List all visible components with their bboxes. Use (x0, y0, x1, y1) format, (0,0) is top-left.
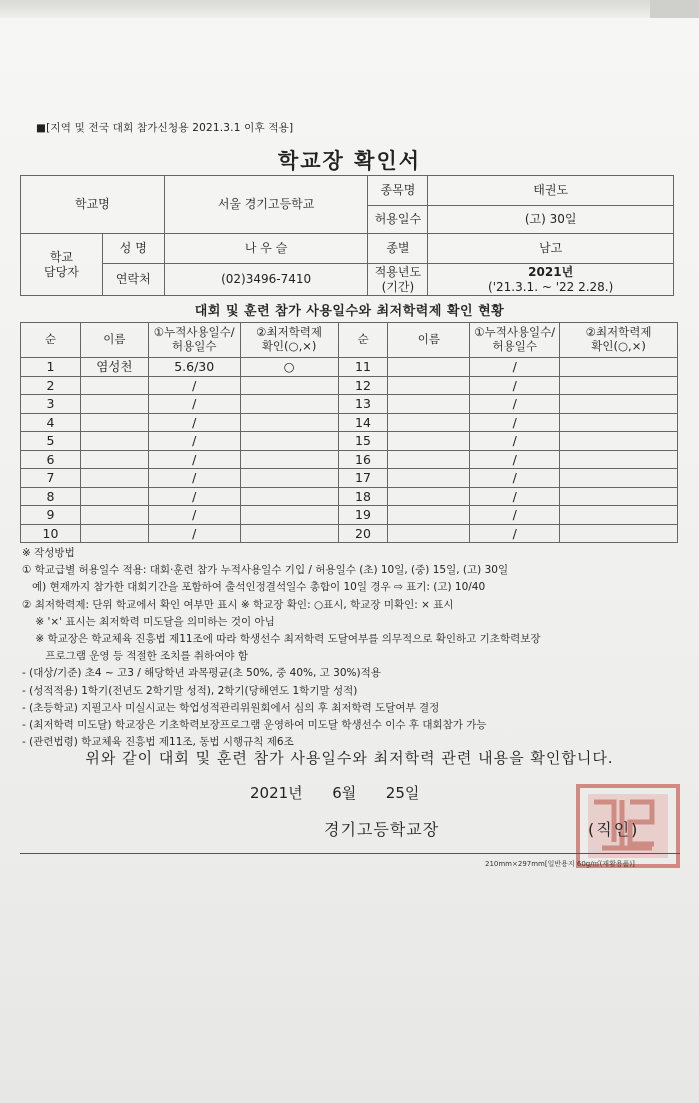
allowed-days: (고) 30일 (428, 206, 674, 234)
table-header-row (21, 323, 678, 358)
row-min (240, 376, 338, 395)
table-row (21, 487, 678, 506)
row-days: / (148, 413, 240, 432)
header-name: 이름 (80, 323, 148, 358)
info-table (20, 175, 674, 296)
row-days2: / (470, 395, 560, 414)
table-row (21, 524, 678, 543)
seal-label: (직인) (588, 820, 640, 839)
row-min (240, 450, 338, 469)
header-note: ■[지역 및 전국 대회 참가신청용 2021.3.1 이후 적용] (36, 122, 294, 134)
note-line: - (대상/기준) 초4 ~ 고3 / 해당학년 과목평균(초 50%, 중 40%, 고 30%)적용 (22, 667, 381, 680)
table-row (21, 358, 678, 377)
note-line: - (관련법령) 학교체육 진흥법 제11조, 동법 시행규칙 제6조 (22, 736, 294, 749)
header-min2: ②최저학력제 확인(○,×) (560, 323, 678, 358)
row-min2 (560, 506, 678, 525)
row-min (240, 506, 338, 525)
row-name2 (388, 413, 470, 432)
row-name2 (388, 469, 470, 488)
category: 남고 (428, 234, 674, 264)
header-name2: 이름 (388, 323, 470, 358)
allowed-days-label: 허용일수 (368, 206, 428, 234)
row-min2 (560, 524, 678, 543)
issue-date: 2021년 6월 25일 (250, 784, 420, 802)
row-min (240, 395, 338, 414)
row-name (80, 413, 148, 432)
row-days2: / (470, 376, 560, 395)
section-title: 대회 및 훈련 참가 사용일수와 최저학력제 확인 현황 (194, 304, 505, 319)
row-no: 6 (21, 450, 81, 469)
note-line: ① 학교급별 허용일수 적용: 대회·훈련 참가 누적사용일수 기입 / 허용일수 (초) 10일, (중) 15일, (고) 30일 (22, 564, 509, 577)
row-days2: / (470, 413, 560, 432)
sport: 태권도 (428, 176, 674, 206)
table-row (21, 395, 678, 414)
row-days2: / (470, 358, 560, 377)
row-name2 (388, 358, 470, 377)
row-min2 (560, 450, 678, 469)
header-days2: ①누적사용일수/ 허용일수 (470, 323, 560, 358)
teacher-name: 나 우 슬 (164, 234, 368, 264)
row-days: / (148, 395, 240, 414)
row-min2 (560, 487, 678, 506)
header-min: ②최저학력제 확인(○,×) (240, 323, 338, 358)
note-line: ② 최저학력제: 단위 학교에서 확인 여부만 표시 ※ 학교장 확인: ○표시, 학교장 미확인: × 표시 (22, 598, 454, 611)
row-name: 염성천 (80, 358, 148, 377)
table-row (21, 506, 678, 525)
paper-spec: 210mm×297mm[일반용지 60g/㎡(재활용품)] (485, 860, 635, 868)
confirmation-text: 위와 같이 대회 및 훈련 참가 사용일수와 최저학력 관련 내용을 확인합니다. (85, 749, 614, 767)
instructions (22, 545, 682, 751)
header-no: 순 (21, 323, 81, 358)
row-name (80, 450, 148, 469)
row-days2: / (470, 469, 560, 488)
row-name2 (388, 506, 470, 525)
row-name (80, 487, 148, 506)
note-line: - (성적적용) 1학기(전년도 2학기말 성적), 2학기(당해연도 1학기말 성적) (22, 684, 358, 697)
row-no: 7 (21, 469, 81, 488)
row-no: 2 (21, 376, 81, 395)
note-line: ※ '×' 표시는 최저학력 미도달을 의미하는 것이 아님 (22, 615, 275, 628)
document-title: 학교장 확인서 (277, 149, 422, 173)
row-days2: / (470, 524, 560, 543)
note-line: 예) 현재까지 참가한 대회기간을 포함하여 출석인정결석일수 총합이 10일 경우 ⇨ 표기: (고) 10/40 (22, 581, 486, 594)
note-line: - (최저학력 미도달) 학교장은 기초학력보장프로그램 운영하여 미도달 학생선수 이수 후 대회참가 가능 (22, 719, 487, 732)
row-name2 (388, 450, 470, 469)
row-days: / (148, 376, 240, 395)
note-line: 프로그램 운영 등 적절한 조치를 취하여야 함 (22, 650, 248, 663)
row-days2: / (470, 450, 560, 469)
table-row (21, 413, 678, 432)
row-no2: 15 (338, 432, 388, 451)
row-no2: 12 (338, 376, 388, 395)
row-name (80, 376, 148, 395)
row-days: / (148, 487, 240, 506)
row-min2 (560, 432, 678, 451)
row-no2: 14 (338, 413, 388, 432)
table-row (21, 432, 678, 451)
note-line: - (초등학교) 지필고사 미실시교는 학업성적관리위원회에서 심의 후 최저학력 도달여부 결정 (22, 701, 440, 714)
row-no2: 20 (338, 524, 388, 543)
paper-clip-area (650, 0, 699, 18)
row-min2 (560, 376, 678, 395)
row-days: / (148, 524, 240, 543)
row-min (240, 487, 338, 506)
row-no: 8 (21, 487, 81, 506)
table-row (21, 450, 678, 469)
category-label: 종별 (368, 234, 428, 264)
row-no: 10 (21, 524, 81, 543)
row-no: 3 (21, 395, 81, 414)
header-no2: 순 (338, 323, 388, 358)
divider (20, 853, 680, 854)
row-min (240, 524, 338, 543)
row-min2 (560, 395, 678, 414)
row-name2 (388, 432, 470, 451)
row-no: 5 (21, 432, 81, 451)
year-cell (428, 264, 674, 296)
row-min2 (560, 413, 678, 432)
row-min2 (560, 469, 678, 488)
row-no2: 13 (338, 395, 388, 414)
year-label: 적용년도 (기간) (368, 264, 428, 296)
row-days: / (148, 450, 240, 469)
row-no2: 19 (338, 506, 388, 525)
sport-label: 종목명 (368, 176, 428, 206)
table-row (21, 376, 678, 395)
period: ('21.3.1. ~ '22 2.28.) (488, 279, 614, 294)
row-no: 4 (21, 413, 81, 432)
row-name (80, 395, 148, 414)
row-days2: / (470, 487, 560, 506)
name-label: 성 명 (102, 234, 164, 264)
row-days: / (148, 469, 240, 488)
row-name2 (388, 524, 470, 543)
header-days: ①누적사용일수/ 허용일수 (148, 323, 240, 358)
row-name (80, 469, 148, 488)
row-min (240, 469, 338, 488)
row-min (240, 413, 338, 432)
top-shadow (0, 0, 699, 18)
row-days: 5.6/30 (148, 358, 240, 377)
school-name-label: 학교명 (21, 176, 165, 234)
row-name (80, 506, 148, 525)
note-line: ※ 작성방법 (22, 547, 75, 559)
row-days: / (148, 506, 240, 525)
teacher-label: 학교 담당자 (21, 234, 103, 296)
principal-title: 경기고등학교장 (324, 820, 440, 839)
row-name2 (388, 487, 470, 506)
row-name2 (388, 376, 470, 395)
row-no2: 16 (338, 450, 388, 469)
table-row (21, 469, 678, 488)
row-no2: 17 (338, 469, 388, 488)
row-no: 9 (21, 506, 81, 525)
note-line: ※ 학교장은 학교체육 진흥법 제11조에 따라 학생선수 최저학력 도달여부를 의무적으로 확인하고 기초학력보장 (22, 633, 541, 646)
school-name: 서울 경기고등학교 (164, 176, 368, 234)
year: 2021년 (528, 265, 574, 280)
row-name (80, 524, 148, 543)
usage-table (20, 322, 678, 543)
row-days2: / (470, 506, 560, 525)
row-name2 (388, 395, 470, 414)
row-name (80, 432, 148, 451)
row-days: / (148, 432, 240, 451)
row-no: 1 (21, 358, 81, 377)
row-min2 (560, 358, 678, 377)
row-days2: / (470, 432, 560, 451)
row-no2: 11 (338, 358, 388, 377)
contact-label: 연락처 (102, 264, 164, 296)
row-min: ○ (240, 358, 338, 377)
row-no2: 18 (338, 487, 388, 506)
row-min (240, 432, 338, 451)
contact: (02)3496-7410 (164, 264, 368, 296)
